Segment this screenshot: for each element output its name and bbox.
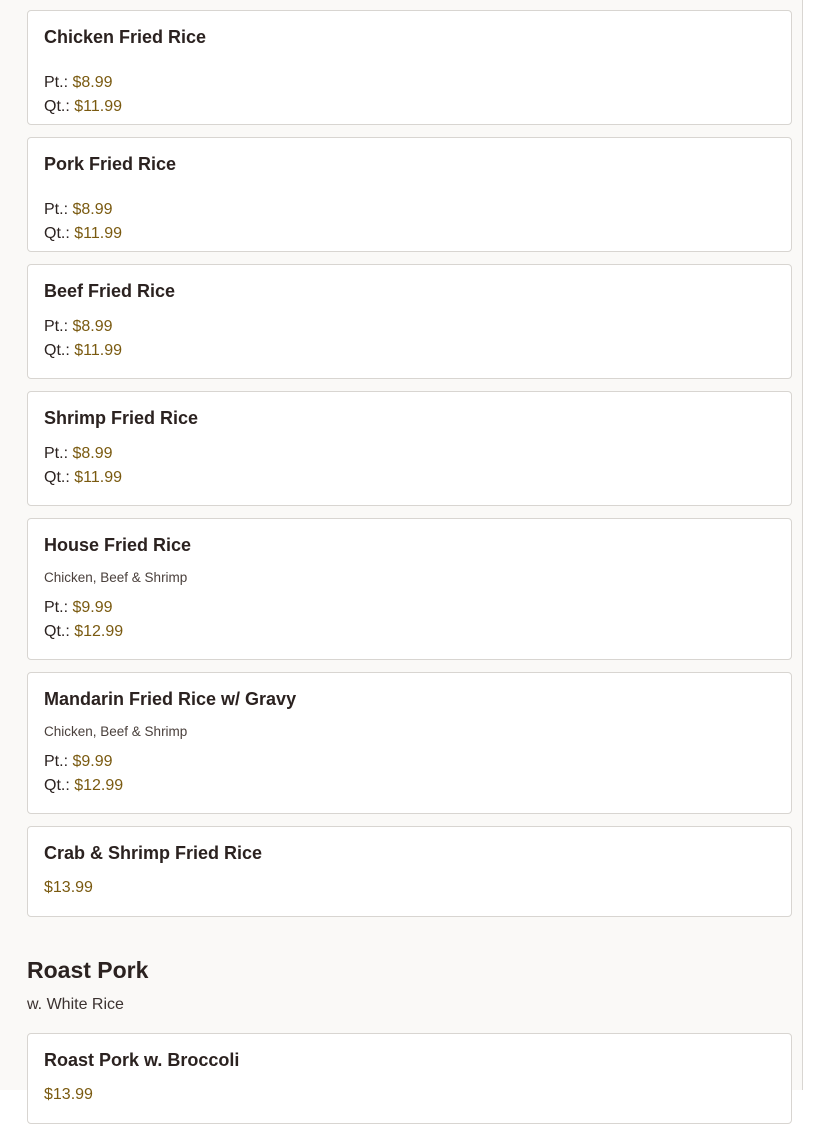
item-name: Chicken Fried Rice: [44, 27, 207, 47]
item-name: Roast Pork w. Broccoli: [44, 1050, 240, 1070]
pint-price: $8.99: [72, 445, 113, 462]
section-title: Roast Pork: [27, 957, 149, 983]
pint-price: $9.99: [72, 599, 113, 616]
pint-price-line: [44, 317, 113, 337]
pint-label: Pt.:: [44, 201, 69, 218]
section-subtitle: w. White Rice: [27, 996, 124, 1013]
quart-price: $12.99: [74, 777, 124, 794]
quart-price: $11.99: [74, 469, 122, 486]
quart-price-line: [44, 468, 122, 488]
item-description: Chicken, Beef & Shrimp: [44, 570, 188, 585]
pint-price-line: [44, 598, 113, 618]
item-name: Mandarin Fried Rice w/ Gravy: [44, 689, 297, 709]
pint-price: $8.99: [72, 201, 113, 218]
pint-price-line: [44, 73, 113, 93]
menu-item-card[interactable]: [27, 518, 792, 660]
price-line: [44, 1085, 93, 1105]
quart-price-line: [44, 97, 122, 117]
quart-price: $11.99: [74, 342, 122, 359]
quart-label: Qt.:: [44, 98, 70, 115]
pint-price: $8.99: [72, 74, 113, 91]
quart-price: $11.99: [74, 225, 122, 242]
pint-price: $8.99: [72, 318, 113, 335]
menu-item-card[interactable]: [27, 264, 792, 379]
pint-label: Pt.:: [44, 753, 69, 770]
menu-item-card[interactable]: [27, 826, 792, 917]
item-price: $13.99: [44, 1086, 93, 1103]
quart-price: $12.99: [74, 623, 124, 640]
item-name: House Fried Rice: [44, 535, 192, 555]
menu-item-card[interactable]: [27, 137, 792, 252]
quart-label: Qt.:: [44, 777, 70, 794]
quart-price-line: [44, 776, 123, 796]
pint-price: $9.99: [72, 753, 113, 770]
pint-label: Pt.:: [44, 318, 69, 335]
item-name: Pork Fried Rice: [44, 154, 177, 174]
menu-item-card[interactable]: [27, 1033, 792, 1124]
item-name: Crab & Shrimp Fried Rice: [44, 843, 263, 863]
pint-label: Pt.:: [44, 74, 69, 91]
pint-price-line: [44, 752, 113, 772]
item-description: Chicken, Beef & Shrimp: [44, 724, 188, 739]
pint-price-line: [44, 444, 113, 464]
menu-item-card[interactable]: [27, 10, 792, 125]
quart-price-line: [44, 224, 122, 244]
pint-label: Pt.:: [44, 599, 69, 616]
price-line: [44, 878, 93, 898]
quart-price: $11.99: [74, 98, 122, 115]
menu-item-card[interactable]: [27, 391, 792, 506]
quart-price-line: [44, 341, 122, 361]
item-name: Shrimp Fried Rice: [44, 408, 199, 428]
item-price: $13.99: [44, 879, 93, 896]
item-name: Beef Fried Rice: [44, 281, 176, 301]
quart-label: Qt.:: [44, 342, 70, 359]
quart-price-line: [44, 622, 123, 642]
pint-price-line: [44, 200, 113, 220]
quart-label: Qt.:: [44, 623, 70, 640]
quart-label: Qt.:: [44, 469, 70, 486]
menu-item-card[interactable]: [27, 672, 792, 814]
quart-label: Qt.:: [44, 225, 70, 242]
pint-label: Pt.:: [44, 445, 69, 462]
